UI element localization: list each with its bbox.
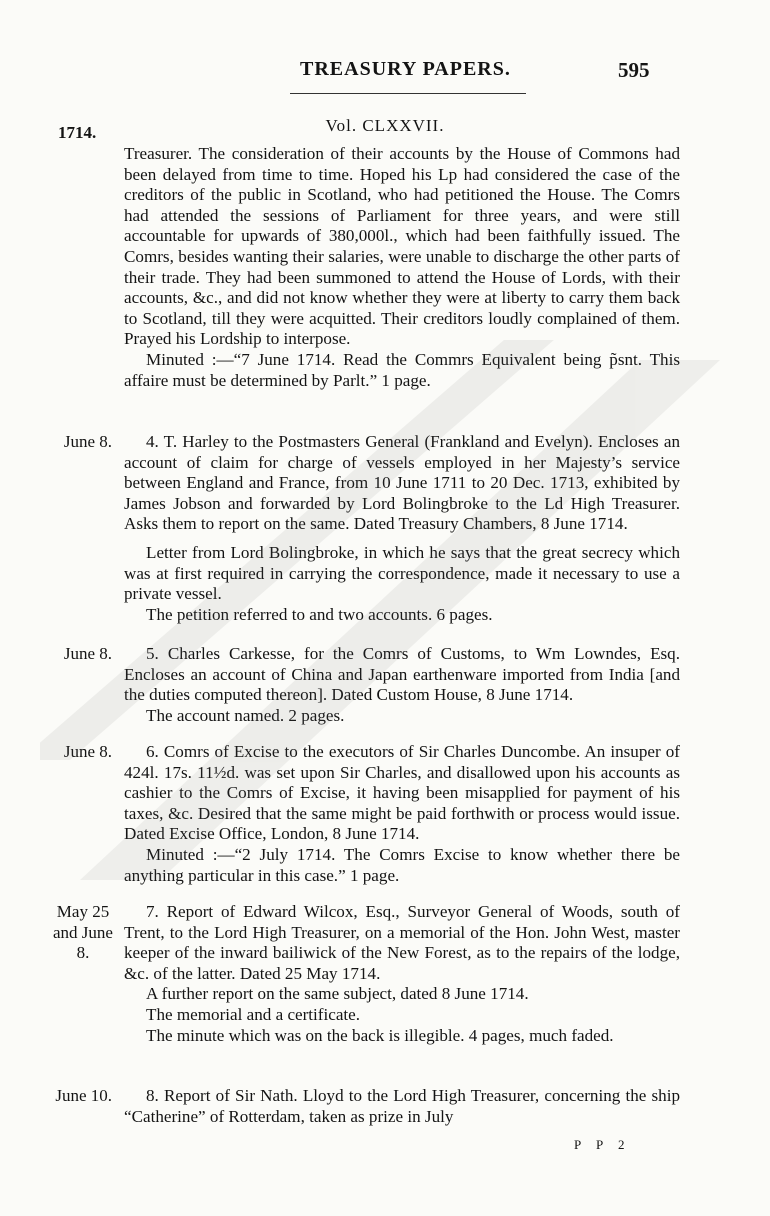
entry-paragraph: Letter from Lord Bolingbroke, in which he says that the great secrecy which was at first required in carrying the correspondence, made it necessary to use a private vessel. <box>124 542 680 604</box>
entry-8 <box>124 1086 680 1127</box>
entry-date: June 8. <box>63 742 112 761</box>
entry-minute: Minuted :—“7 June 1714. Read the Commrs Equivalent being p̃snt. This affaire must be determined by Parlt.” 1 page. <box>124 349 680 390</box>
year-margin: 1714. <box>58 123 97 142</box>
header-rule <box>290 93 526 94</box>
entry-paragraph: The petition referred to and two accounts. 6 pages. <box>146 604 493 624</box>
entry-date: May 25 and June 8. <box>53 902 113 963</box>
entry-paragraph: 6. Comrs of Excise to the executors of Sir Charles Duncombe. An insuper of 424l. 17s. 11½d. was set upon Sir Charles, and disallowed upon his accounts as cashier to the Comrs of Excise, it having been misapplied for payment of his taxes, &c. Desired that the same might be paid forthwith or process would issue. Dated Excise Office, London, 8 June 1714. <box>124 742 680 844</box>
entry-5 <box>124 644 680 726</box>
volume-title: Vol. CLXXVII. <box>325 116 445 135</box>
entry-paragraph: 7. Report of Edward Wilcox, Esq., Surveyor General of Woods, south of Trent, to the Lord High Treasurer, on a memorial of the Hon. John West, master keeper of the inward bailiwick of the New Forest, as to the repairs of the lodge, &c. of the latter. Dated 25 May 1714. <box>124 902 680 983</box>
entry-minute: Minuted :—“2 July 1714. The Comrs Excise to know whether there be anything particular in this case.” 1 page. <box>124 844 680 885</box>
running-head <box>0 58 770 88</box>
entry-paragraph: 8. Report of Sir Nath. Lloyd to the Lord High Treasurer, concerning the ship “Catherine” of Rotterdam, taken as prize in July <box>124 1086 680 1126</box>
entry-paragraph: The memorial and a certificate. <box>146 1004 361 1024</box>
entry-6 <box>124 742 680 886</box>
page-number: 595 <box>618 58 650 82</box>
entry-continuation <box>124 144 680 391</box>
entry-paragraph: The account named. 2 pages. <box>146 705 345 725</box>
entry-date: June 8. <box>63 644 112 663</box>
signature-mark: P P 2 <box>574 1137 631 1152</box>
entry-date: June 8. <box>63 432 112 451</box>
entry-7 <box>124 902 680 1046</box>
entry-4 <box>124 432 680 625</box>
entry-paragraph: A further report on the same subject, dated 8 June 1714. <box>146 984 529 1004</box>
entry-date: June 10. <box>55 1086 112 1105</box>
running-title: TREASURY PAPERS. <box>300 58 511 80</box>
entry-paragraph: The minute which was on the back is illegible. 4 pages, much faded. <box>146 1025 614 1045</box>
entry-paragraph: Treasurer. The consideration of their accounts by the House of Commons had been delayed from time to time. Hoped his Lp had considered the case of the creditors of the public in Scotland, who had petitioned the House. The Comrs had attended the sessions of Parliament for three years, and were still accountable for upwards of 380,000l., which had been faithfully issued. The Comrs, besides wanting their salaries, were unable to discharge the other parts of their trade. They had been summoned to attend the House of Lords, with their accounts, &c., and did not know whether they were at liberty to carry them back to Scotland, till they were acquitted. Their creditors loudly complained of them. Prayed his Lordship to interpose. <box>124 144 680 349</box>
entry-paragraph: 4. T. Harley to the Postmasters General (Frankland and Evelyn). Encloses an account of claim for charge of vessels employed in her Majesty’s service between England and France, from 10 June 1711 to 20 Dec. 1713, exhibited by James Jobson and forwarded by Lord Bolingbroke to the Ld High Treasurer. Asks them to report on the same. Dated Treasury Chambers, 8 June 1714. <box>124 432 680 534</box>
entry-paragraph: 5. Charles Carkesse, for the Comrs of Customs, to Wm Lowndes, Esq. Encloses an account of China and Japan earthenware imported from India [and the duties computed thereon]. Dated Custom House, 8 June 1714. <box>124 644 680 705</box>
